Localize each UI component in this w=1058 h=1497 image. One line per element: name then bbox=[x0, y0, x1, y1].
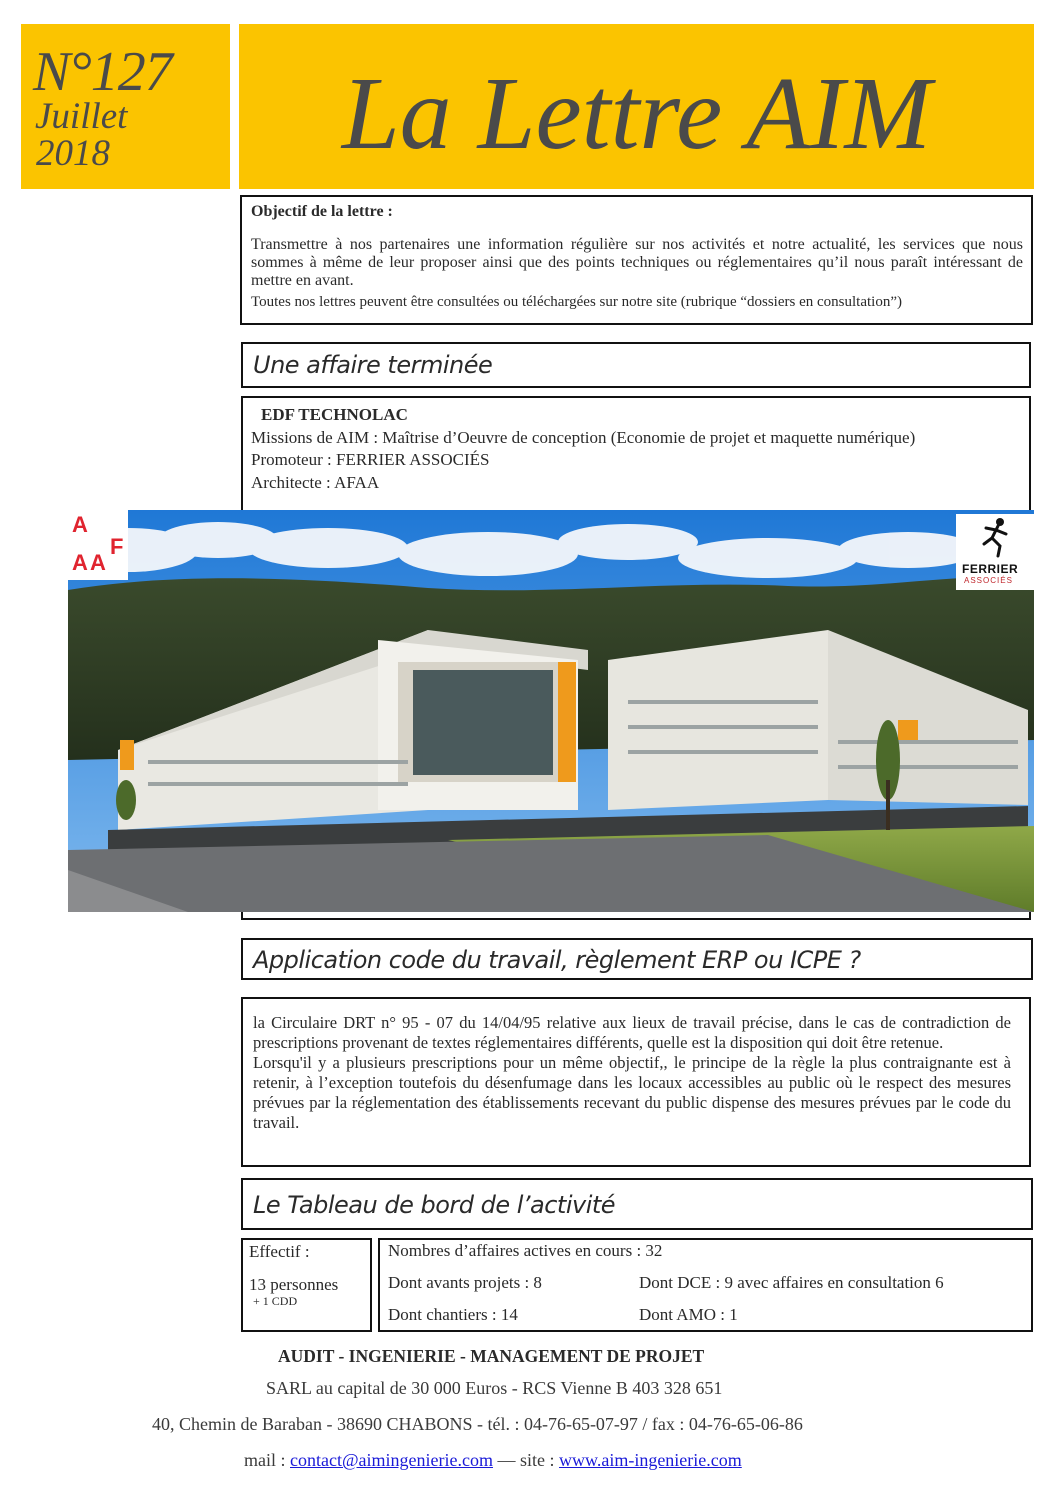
afaa-letter-3: F bbox=[110, 534, 124, 559]
stat-pre-projects: Dont avants projets : 8 bbox=[388, 1273, 542, 1292]
building-photo bbox=[68, 510, 1034, 912]
project-promoter: Promoteur : FERRIER ASSOCIÉS bbox=[251, 450, 490, 469]
afaa-letter-4: A bbox=[90, 550, 106, 575]
section-heading-regulation: Application code du travail, règlement ERP ou ICPE ? bbox=[241, 938, 1033, 980]
regulation-paragraph-1: la Circulaire DRT n° 95 - 07 du 14/04/95 relative aux lieux de travail précise, dans le cas de contradiction de prescriptions provenant de textes réglementaires différents, quelle est la disposition qui doit être retenue. bbox=[253, 1013, 1011, 1052]
mail-label: mail : bbox=[244, 1450, 286, 1470]
staff-label: Effectif : bbox=[249, 1242, 310, 1261]
footer-address: 40, Chemin de Baraban - 38690 CHABONS - tél. : 04-76-65-07-97 / fax : 04-76-65-06-86 bbox=[152, 1414, 803, 1434]
objective-title: Objectif de la lettre : bbox=[251, 203, 393, 220]
staff-box bbox=[241, 1238, 372, 1332]
regulation-box bbox=[241, 997, 1031, 1167]
footer-company: SARL au capital de 30 000 Euros - RCS Vienne B 403 328 651 bbox=[266, 1378, 723, 1398]
project-architect: Architecte : AFAA bbox=[251, 472, 380, 492]
staff-count: 13 personnes bbox=[249, 1275, 339, 1294]
ferrier-logo bbox=[956, 514, 1034, 590]
mail-link[interactable]: contact@aimingenierie.com bbox=[290, 1450, 493, 1470]
runner-icon bbox=[976, 516, 1016, 558]
afaa-logo bbox=[68, 510, 128, 580]
newsletter-title: La Lettre AIM bbox=[341, 56, 932, 171]
staff-extra: + 1 CDD bbox=[253, 1294, 298, 1308]
issue-year: 2018 bbox=[36, 133, 110, 174]
site-link[interactable]: www.aim-ingenierie.com bbox=[559, 1450, 742, 1470]
site-separator: — site : bbox=[497, 1450, 555, 1470]
regulation-paragraph-2: Lorsqu'il y a plusieurs prescriptions pour un même objectif,, le principe de la règle la plus contraignante est à retenir, à l’exception toutefois du désenfumage dans les locaux accessibles au public où le respect des mesures prévues par la réglementation des établissements recevant du public dispense des mesures prévues par le code du travail. bbox=[253, 1053, 1011, 1132]
afaa-letter-2: A bbox=[72, 550, 88, 575]
stat-amo: Dont AMO : 1 bbox=[639, 1305, 738, 1324]
section-heading-completed: Une affaire terminée bbox=[241, 342, 1031, 388]
stats-box bbox=[378, 1238, 1033, 1332]
objective-note: Toutes nos lettres peuvent être consultées ou téléchargées sur notre site (rubrique “dossiers en consultation”) bbox=[251, 294, 902, 310]
afaa-letter-1: A bbox=[72, 512, 88, 537]
objective-box bbox=[240, 195, 1033, 325]
ferrier-sub: ASSOCIÉS bbox=[964, 576, 1013, 585]
issue-box bbox=[21, 24, 230, 189]
issue-month: Juillet bbox=[35, 96, 128, 137]
footer bbox=[0, 1340, 1058, 1490]
footer-contact bbox=[244, 1450, 742, 1471]
ferrier-name: FERRIER bbox=[962, 562, 1019, 576]
stat-dce: Dont DCE : 9 avec affaires en consultation 6 bbox=[639, 1273, 944, 1292]
section-heading-dashboard: Le Tableau de bord de l’activité bbox=[241, 1178, 1033, 1230]
objective-text: Transmettre à nos partenaires une information régulière sur nos activités et notre actualité, les services que nous sommes à même de leur proposer ainsi que des points techniques ou réglementaires qu’il nous paraît intéressant de mettre en avant. bbox=[251, 236, 1023, 289]
issue-number: N°127 bbox=[33, 41, 172, 103]
project-missions: Missions de AIM : Maîtrise d’Oeuvre de conception (Economie de projet et maquette numérique) bbox=[251, 427, 916, 447]
building-photo-illustration bbox=[68, 510, 1034, 912]
footer-tagline: AUDIT - INGENIERIE - MANAGEMENT DE PROJET bbox=[278, 1346, 705, 1366]
title-banner bbox=[239, 24, 1034, 189]
stat-active: Nombres d’affaires actives en cours : 32 bbox=[388, 1241, 663, 1260]
project-name: EDF TECHNOLAC bbox=[261, 405, 408, 424]
stat-sites: Dont chantiers : 14 bbox=[388, 1305, 518, 1324]
